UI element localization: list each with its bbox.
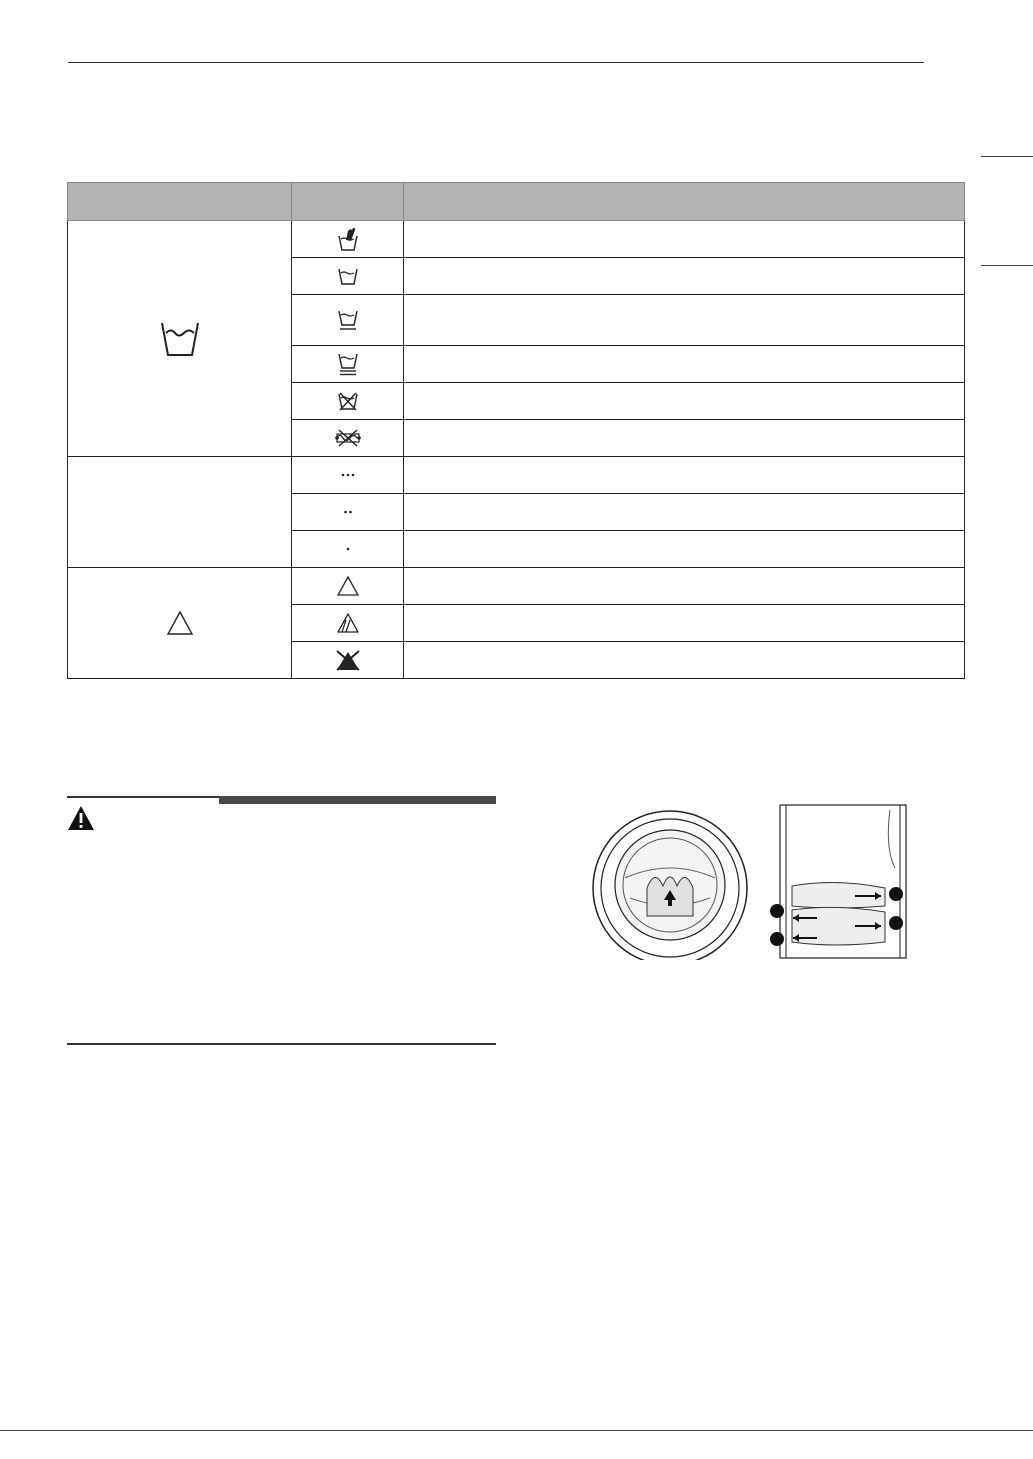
description-cell xyxy=(404,494,965,531)
description-cell xyxy=(404,383,965,420)
description-cell xyxy=(404,295,965,346)
three-dots-icon xyxy=(340,472,356,478)
table-row xyxy=(68,568,965,605)
description-cell xyxy=(404,457,965,494)
description-cell xyxy=(404,221,965,258)
side-tab-rule-bottom xyxy=(981,265,1033,266)
symbol-cell xyxy=(292,568,404,605)
washtub-permanent-press-icon xyxy=(337,309,359,331)
hand-wash-icon xyxy=(337,226,359,252)
symbol-cell xyxy=(292,221,404,258)
symbol-cell xyxy=(292,383,404,420)
do-not-bleach-icon xyxy=(334,649,362,671)
symbol-cell xyxy=(292,295,404,346)
page-bottom-rule xyxy=(0,1430,1033,1431)
drum-side-view xyxy=(770,805,906,958)
warning-triangle-icon xyxy=(67,805,95,831)
triangle-icon xyxy=(166,610,194,636)
washtub-gentle-icon xyxy=(337,352,359,376)
symbol-cell xyxy=(292,346,404,383)
do-not-wring-icon xyxy=(334,429,362,447)
description-cell xyxy=(404,605,965,642)
warning-header-bar xyxy=(219,796,496,804)
symbol-cell xyxy=(292,531,404,568)
description-cell xyxy=(404,420,965,457)
two-dots-icon xyxy=(342,509,354,515)
bleach-any-icon xyxy=(337,576,359,596)
symbol-cell xyxy=(292,642,404,679)
table-row xyxy=(68,457,965,494)
symbol-cell xyxy=(292,258,404,295)
temperature-group-cell xyxy=(68,457,292,568)
header-description xyxy=(404,183,965,221)
description-cell xyxy=(404,642,965,679)
description-cell xyxy=(404,568,965,605)
header-symbol xyxy=(292,183,404,221)
description-cell xyxy=(404,346,965,383)
symbol-cell xyxy=(292,457,404,494)
table-header-row xyxy=(68,183,965,221)
washtub-normal-icon xyxy=(337,266,359,286)
description-cell xyxy=(404,258,965,295)
symbol-cell xyxy=(292,605,404,642)
warning-bottom-rule xyxy=(67,1043,496,1045)
page-top-rule xyxy=(68,62,924,63)
description-cell xyxy=(404,531,965,568)
drum-loading-illustration xyxy=(585,798,925,960)
washing-group-cell xyxy=(68,221,292,457)
table-row xyxy=(68,221,965,258)
washtub-icon xyxy=(159,319,201,359)
non-chlorine-bleach-icon xyxy=(337,613,359,633)
care-symbols-table xyxy=(67,182,965,679)
header-category xyxy=(68,183,292,221)
warning-top-rule xyxy=(67,796,219,798)
do-not-wash-icon xyxy=(337,391,359,411)
one-dot-icon xyxy=(345,546,351,552)
side-tab-rule-top xyxy=(981,156,1033,157)
symbol-cell xyxy=(292,494,404,531)
bleaching-group-cell xyxy=(68,568,292,679)
drum-front-view xyxy=(593,811,747,960)
symbol-cell xyxy=(292,420,404,457)
